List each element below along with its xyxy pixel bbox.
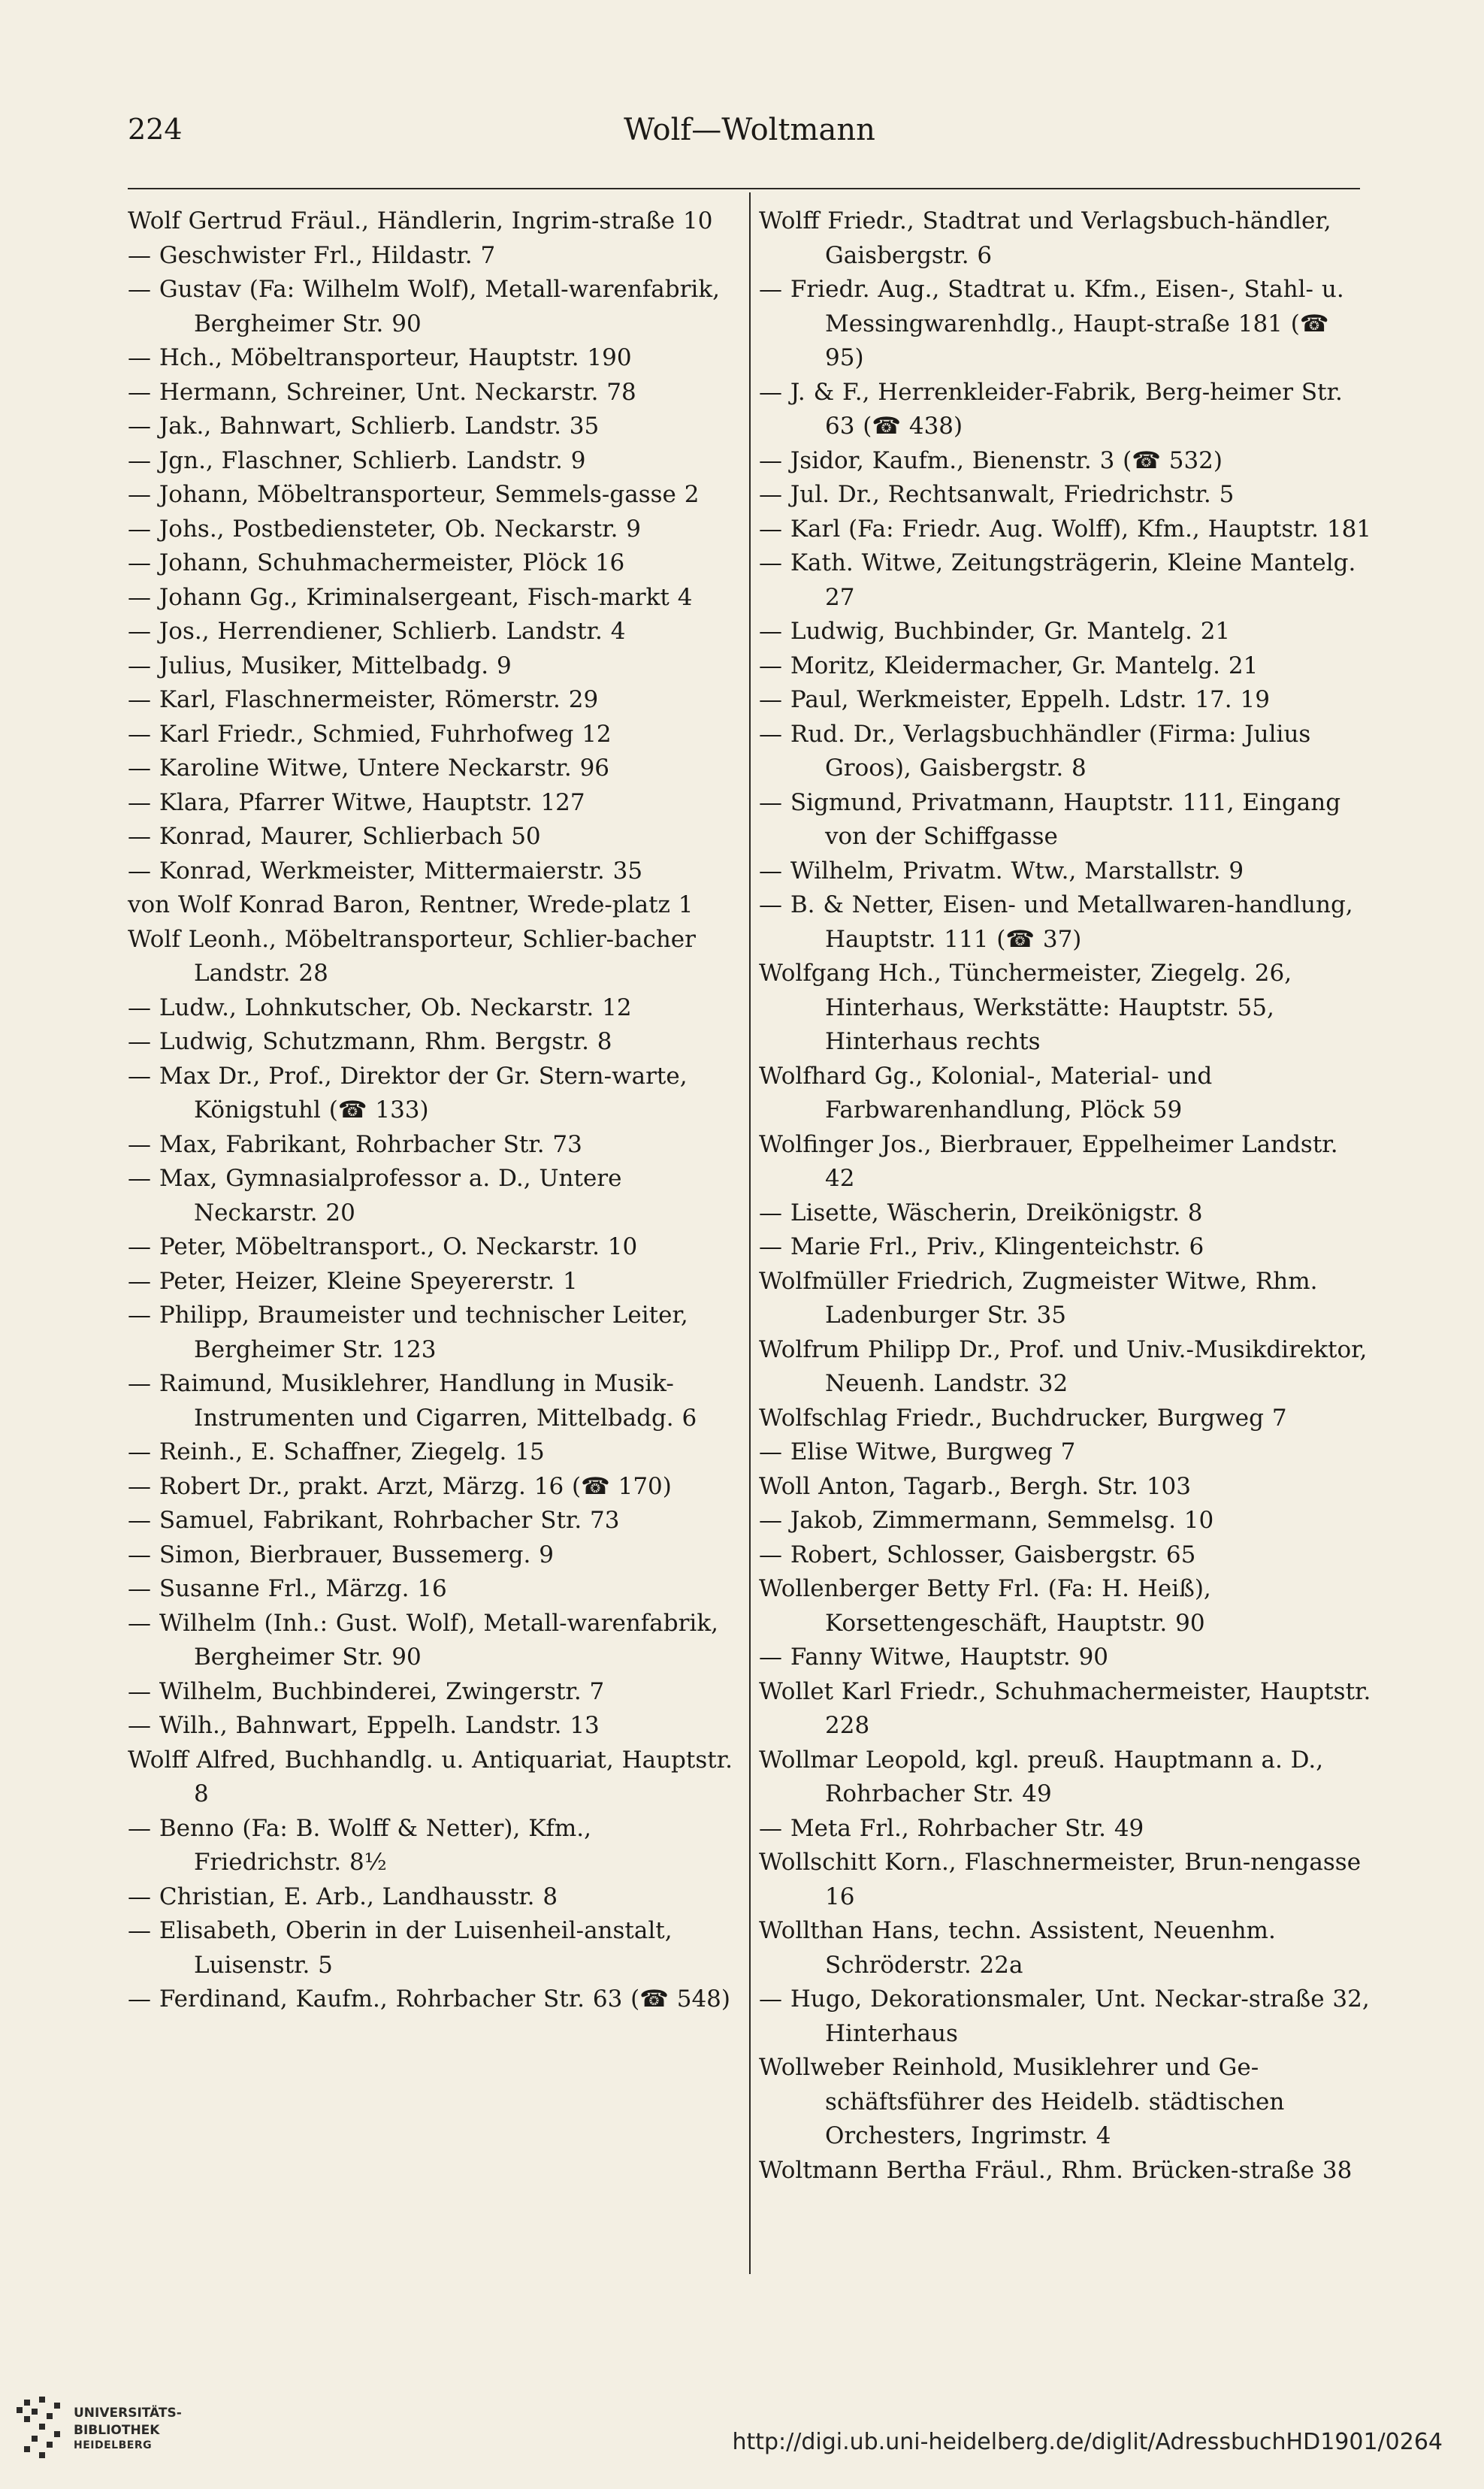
directory-entry: Wollschitt Korn., Flaschnermeister, Brun-nengasse 16 [759, 1849, 1362, 1910]
directory-entry: — Reinh., E. Schaffner, Ziegelg. 15 [128, 1438, 545, 1465]
directory-entry: — Jak., Bahnwart, Schlierb. Landstr. 35 [128, 413, 600, 440]
directory-entry: — Moritz, Kleidermacher, Gr. Mantelg. 21 [759, 652, 1259, 679]
directory-entry: — Jakob, Zimmermann, Semmelsg. 10 [759, 1507, 1214, 1534]
directory-entry: — Jul. Dr., Rechtsanwalt, Friedrichstr. 5 [759, 481, 1235, 508]
directory-entry: — Robert, Schlosser, Gaisbergstr. 65 [759, 1541, 1196, 1568]
directory-entry: Wollmar Leopold, kgl. preuß. Hauptmann a. D., Rohrbacher Str. 49 [759, 1746, 1324, 1807]
directory-entry: — Lisette, Wäscherin, Dreikönigstr. 8 [759, 1199, 1203, 1226]
directory-entry: Wolf Gertrud Fräul., Händlerin, Ingrim-straße 10 [128, 207, 713, 234]
footer [0, 2375, 1484, 2489]
directory-entry: Wolff Friedr., Stadtrat und Verlagsbuch-händler, Gaisbergstr. 6 [759, 207, 1331, 269]
library-seal-icon [15, 2394, 65, 2461]
directory-entry: — Raimund, Musiklehrer, Handlung in Musik-Instrumenten und Cigarren, Mittelbadg. 6 [128, 1370, 697, 1432]
directory-entry: — Sigmund, Privatmann, Hauptstr. 111, Eingang von der Schiffgasse [759, 788, 1341, 850]
directory-entry: Wolfgang Hch., Tünchermeister, Ziegelg. 26, Hinterhaus, Werkstätte: Hauptstr. 55, Hinterhaus rechts [759, 960, 1292, 1055]
directory-entry: — Christian, E. Arb., Landhausstr. 8 [128, 1883, 558, 1910]
directory-entry: — Wilh., Bahnwart, Eppelh. Landstr. 13 [128, 1712, 600, 1739]
directory-entry: — Robert Dr., prakt. Arzt, Märzg. 16 (☎ 170) [128, 1472, 672, 1500]
directory-entry: Wollweber Reinhold, Musiklehrer und Ge-schäftsführer des Heidelb. städtischen Orchesters, Ingrimstr. 4 [759, 2054, 1285, 2149]
directory-entry: — Philipp, Braumeister und technischer Leiter, Bergheimer Str. 123 [128, 1302, 688, 1363]
directory-entry: Woltmann Bertha Fräul., Rhm. Brücken-straße 38 [759, 2156, 1353, 2184]
directory-entry: Wolfmüller Friedrich, Zugmeister Witwe, Rhm. Ladenburger Str. 35 [759, 1267, 1318, 1329]
directory-entry: Wollet Karl Friedr., Schuhmachermeister, Hauptstr. 228 [759, 1677, 1371, 1739]
directory-entry: — Geschwister Frl., Hildastr. 7 [128, 241, 496, 269]
directory-entry: — Fanny Witwe, Hauptstr. 90 [759, 1644, 1109, 1671]
directory-entry: — Hch., Möbeltransporteur, Hauptstr. 190 [128, 344, 632, 371]
directory-entry: von Wolf Konrad Baron, Rentner, Wrede-platz 1 [128, 891, 694, 918]
directory-entry: — Karoline Witwe, Untere Neckarstr. 96 [128, 755, 610, 782]
logo-text-line-1: UNIVERSITÄTS- [74, 2406, 182, 2421]
column-divider [749, 192, 751, 2274]
directory-entry: — Susanne Frl., Märzg. 16 [128, 1575, 447, 1602]
page-number: 224 [128, 113, 183, 146]
directory-entry: — Jos., Herrendiener, Schlierb. Landstr. 4 [128, 618, 626, 645]
directory-entry: — Ludwig, Schutzmann, Rhm. Bergstr. 8 [128, 1028, 612, 1055]
directory-entry: — J. & F., Herrenkleider-Fabrik, Berg-heimer Str. 63 (☎ 438) [759, 378, 1343, 440]
directory-entry: — Konrad, Werkmeister, Mittermaierstr. 35 [128, 857, 643, 885]
directory-entry: — Jsidor, Kaufm., Bienenstr. 3 (☎ 532) [759, 446, 1223, 474]
directory-entry: — Elisabeth, Oberin in der Luisenheil-anstalt, Luisenstr. 5 [128, 1917, 672, 1979]
directory-entry: — Hugo, Dekorationsmaler, Unt. Neckar-straße 32, Hinterhaus [759, 1985, 1370, 2047]
directory-entry: — Max, Gymnasialprofessor a. D., Untere Neckarstr. 20 [128, 1165, 622, 1226]
directory-entry: — Karl, Flaschnermeister, Römerstr. 29 [128, 686, 599, 713]
directory-entry: — Peter, Heizer, Kleine Speyererstr. 1 [128, 1267, 578, 1295]
library-logo [15, 2394, 240, 2469]
directory-entry: Wollenberger Betty Frl. (Fa: H. Heiß), Korsettengeschäft, Hauptstr. 90 [759, 1575, 1211, 1637]
directory-entry: — Peter, Möbeltransport., O. Neckarstr. 10 [128, 1233, 638, 1260]
directory-entry: — Wilhelm (Inh.: Gust. Wolf), Metall-warenfabrik, Bergheimer Str. 90 [128, 1609, 718, 1671]
directory-entry: — Samuel, Fabrikant, Rohrbacher Str. 73 [128, 1507, 620, 1534]
directory-entry: — Konrad, Maurer, Schlierbach 50 [128, 823, 541, 850]
directory-entry: — Rud. Dr., Verlagsbuchhändler (Firma: Julius Groos), Gaisbergstr. 8 [759, 720, 1311, 782]
directory-entry: — Johann, Schuhmachermeister, Plöck 16 [128, 549, 625, 576]
directory-entry: — Wilhelm, Privatm. Wtw., Marstallstr. 9 [759, 857, 1244, 885]
directory-entry: — Meta Frl., Rohrbacher Str. 49 [759, 1814, 1144, 1842]
directory-entry: — Johs., Postbediensteter, Ob. Neckarstr. 9 [128, 515, 642, 543]
directory-entry: — Paul, Werkmeister, Eppelh. Ldstr. 17. 19 [759, 686, 1270, 713]
directory-entry: Wolf Leonh., Möbeltransporteur, Schlier-bacher Landstr. 28 [128, 925, 696, 987]
directory-entry: — Elise Witwe, Burgweg 7 [759, 1438, 1076, 1465]
directory-entry: Wolfschlag Friedr., Buchdrucker, Burgweg 7 [759, 1404, 1287, 1432]
directory-entry: — Benno (Fa: B. Wolff & Netter), Kfm., Friedrichstr. 8½ [128, 1814, 591, 1876]
directory-entry: Wolfhard Gg., Kolonial-, Material- und Farbwarenhandlung, Plöck 59 [759, 1062, 1213, 1124]
directory-entry: — Jgn., Flaschner, Schlierb. Landstr. 9 [128, 446, 586, 474]
directory-entry: Wolff Alfred, Buchhandlg. u. Antiquariat, Hauptstr. 8 [128, 1746, 733, 1807]
directory-entry: — Max Dr., Prof., Direktor der Gr. Stern-warte, Königstuhl (☎ 133) [128, 1062, 688, 1124]
directory-entry: — Kath. Witwe, Zeitungsträgerin, Kleine Mantelg. 27 [759, 549, 1356, 611]
left-column [128, 204, 744, 2017]
directory-entry: — B. & Netter, Eisen- und Metallwaren-handlung, Hauptstr. 111 (☎ 37) [759, 891, 1353, 953]
directory-entry: — Friedr. Aug., Stadtrat u. Kfm., Eisen-, Stahl- u. Messingwarenhdlg., Haupt-straße 181 (☎ 95) [759, 276, 1344, 371]
logo-text-line-3: HEIDELBERG [74, 2439, 153, 2451]
directory-entry: Wolfrum Philipp Dr., Prof. und Univ.-Musikdirektor, Neuenh. Landstr. 32 [759, 1335, 1368, 1397]
header-rule [128, 188, 1360, 189]
logo-text-line-2: BIBLIOTHEK [74, 2423, 160, 2438]
directory-entry: Woll Anton, Tagarb., Bergh. Str. 103 [759, 1472, 1192, 1500]
directory-entry: — Marie Frl., Priv., Klingenteichstr. 6 [759, 1233, 1204, 1260]
right-column [759, 204, 1375, 2188]
directory-entry: — Johann Gg., Kriminalsergeant, Fisch-markt 4 [128, 583, 693, 611]
directory-entry: — Wilhelm, Buchbinderei, Zwingerstr. 7 [128, 1677, 605, 1705]
directory-entry: — Ferdinand, Kaufm., Rohrbacher Str. 63 (☎ 548) [128, 1985, 730, 2013]
directory-entry: Wollthan Hans, techn. Assistent, Neuenhm. Schröderstr. 22a [759, 1917, 1276, 1979]
directory-entry: — Ludwig, Buchbinder, Gr. Mantelg. 21 [759, 618, 1231, 645]
running-head: Wolf—Woltmann [624, 113, 875, 147]
directory-entry: — Johann, Möbeltransporteur, Semmels-gasse 2 [128, 481, 700, 508]
directory-entry: — Hermann, Schreiner, Unt. Neckarstr. 78 [128, 378, 636, 406]
directory-entry: — Gustav (Fa: Wilhelm Wolf), Metall-warenfabrik, Bergheimer Str. 90 [128, 276, 720, 337]
directory-entry: Wolfinger Jos., Bierbrauer, Eppelheimer Landstr. 42 [759, 1130, 1338, 1192]
directory-entry: — Julius, Musiker, Mittelbadg. 9 [128, 652, 512, 679]
directory-entry: — Karl Friedr., Schmied, Fuhrhofweg 12 [128, 720, 612, 748]
page-header [128, 113, 1371, 158]
directory-entry: — Klara, Pfarrer Witwe, Hauptstr. 127 [128, 788, 585, 816]
directory-entry: — Max, Fabrikant, Rohrbacher Str. 73 [128, 1130, 582, 1158]
source-url-link[interactable]: http://digi.ub.uni-heidelberg.de/diglit/AdressbuchHD1901/0264 [732, 2429, 1443, 2455]
directory-entry: — Karl (Fa: Friedr. Aug. Wolff), Kfm., Hauptstr. 181 [759, 515, 1372, 543]
directory-entry: — Simon, Bierbrauer, Bussemerg. 9 [128, 1541, 554, 1568]
directory-entry: — Ludw., Lohnkutscher, Ob. Neckarstr. 12 [128, 993, 632, 1021]
